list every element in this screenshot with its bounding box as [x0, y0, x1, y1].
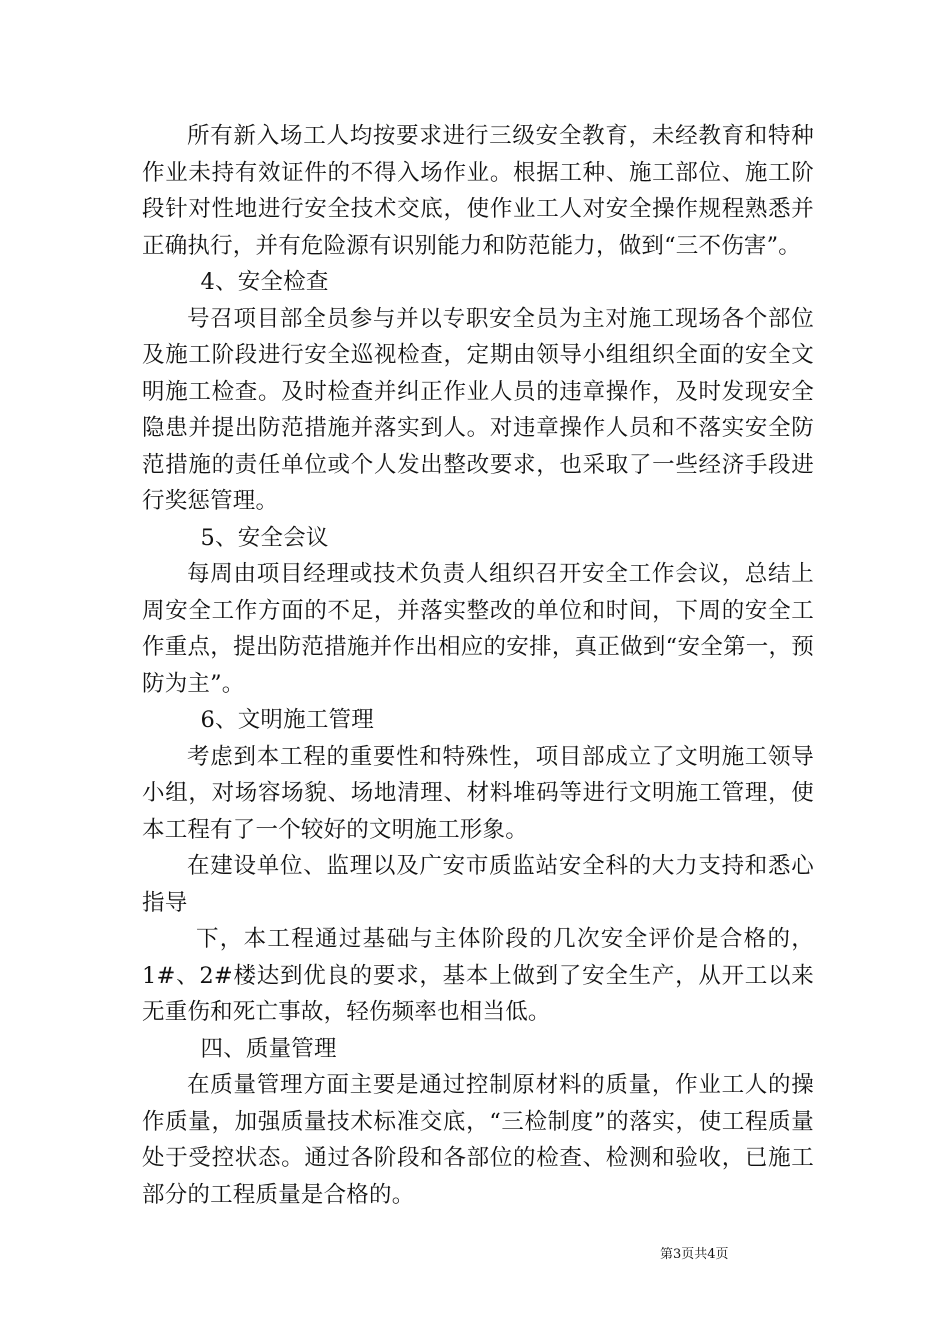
paragraph-intro-education: 所有新入场工人均按要求进行三级安全教育，未经教育和特种作业未持有效证件的不得入场作业。根据工种、施工部位、施工阶段针对性地进行安全技术交底，使作业工人对安全操作规程熟悉并正确执行，并有危险源有识别能力和防范能力，做到“三不伤害”。 [142, 123, 814, 259]
heading-civilized-construction: 6、文明施工管理 [200, 707, 374, 733]
heading-safety-inspection: 4、安全检查 [200, 269, 329, 295]
paragraph-quality-management: 在质量管理方面主要是通过控制原材料的质量，作业工人的操作质量，加强质量技术标准交底，“三检制度”的落实，使工程质量处于受控状态。通过各阶段和各部位的检查、检测和验收，已施工部分的工程质量是合格的。 [142, 1072, 814, 1208]
heading-safety-meeting: 5、安全会议 [200, 524, 329, 551]
paragraph-support-guidance: 在建设单位、监理以及广安市质监站安全科的大力支持和悉心指导 [142, 853, 814, 916]
paragraph-safety-meeting: 每周由项目经理或技术负责人组织召开安全工作会议，总结上周安全工作方面的不足，并落实整改的单位和时间，下周的安全工作重点，提出防范措施并作出相应的安排，真正做到“安全第一，预防为主”。 [142, 561, 814, 697]
paragraph-safety-inspection: 号召项目部全员参与并以专职安全员为主对施工现场各个部位及施工阶段进行安全巡视检查，定期由领导小组组织全面的安全文明施工检查。及时检查并纠正作业人员的违章操作，及时发现安全隐患并提出防范措施并落实到人。对违章操作人员和不落实安全防范措施的责任单位或个人发出整改要求，也采取了一些经济手段进行奖惩管理。 [142, 305, 814, 514]
paragraph-safety-evaluation: 下，本工程通过基础与主体阶段的几次安全评价是合格的，1#、2#楼达到优良的要求，基本上做到了安全生产，从开工以来无重伤和死亡事故，轻伤频率也相当低。 [142, 926, 814, 1025]
body-text [142, 118, 814, 1213]
heading-quality-management: 四、质量管理 [200, 1035, 337, 1062]
page-number: 第3页共4页 [660, 1247, 729, 1262]
paragraph-civilized-construction: 考虑到本工程的重要性和特殊性，项目部成立了文明施工领导小组，对场容场貌、场地清理、材料堆码等进行文明施工管理，使本工程有了一个较好的文明施工形象。 [142, 743, 814, 843]
